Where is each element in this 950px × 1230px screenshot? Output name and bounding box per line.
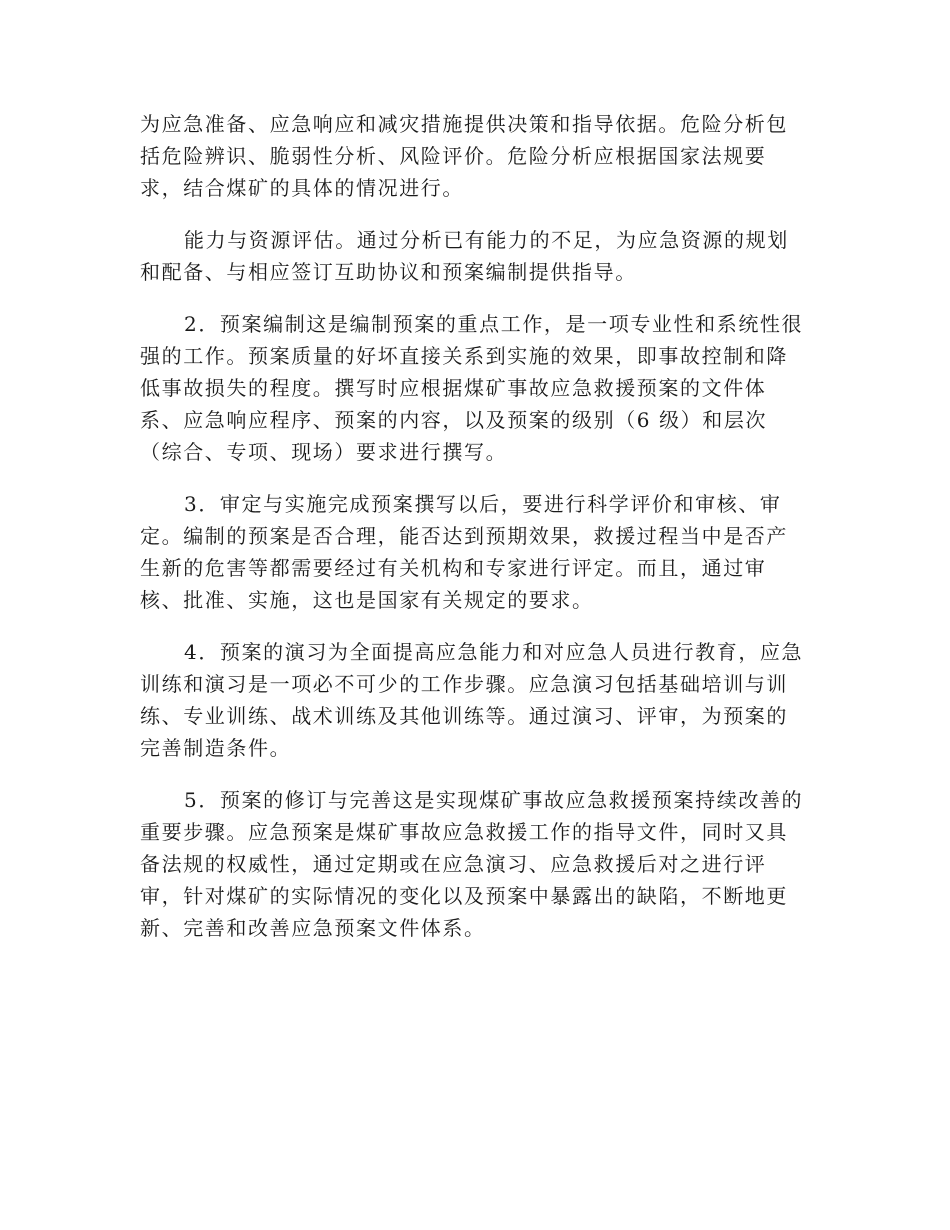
paragraph-revision xyxy=(140,784,808,944)
text-line: 定。编制的预案是否合理，能否达到预期效果，救援过程当中是否产 xyxy=(140,524,788,548)
text-line: 新、完善和改善应急预案文件体系。 xyxy=(140,916,486,940)
paragraph-drills xyxy=(140,636,808,764)
text-line: 4．预案的演习为全面提高应急能力和对应急人员进行教育，应急 xyxy=(184,640,804,664)
text-line: 生新的危害等都需要经过有关机构和专家进行评定。而且，通过审 xyxy=(140,556,767,580)
text-line: 训练和演习是一项必不可少的工作步骤。应急演习包括基础培训与训 xyxy=(140,672,788,696)
text-line: 括危险辨识、脆弱性分析、风险评价。危险分析应根据国家法规要 xyxy=(140,144,767,168)
text-line: 低事故损失的程度。撰写时应根据煤矿事故应急救援预案的文件体 xyxy=(140,376,767,400)
paragraph-capability-assessment xyxy=(140,224,808,288)
document-body xyxy=(140,108,808,964)
text-line: 2．预案编制这是编制预案的重点工作，是一项专业性和系统性很 xyxy=(184,312,804,336)
text-line: 能力与资源评估。通过分析已有能力的不足，为应急资源的规划 xyxy=(184,228,789,252)
paragraph-review-implementation xyxy=(140,488,808,616)
text-line: 核、批准、实施，这也是国家有关规定的要求。 xyxy=(140,588,594,612)
text-line: 5．预案的修订与完善这是实现煤矿事故应急救援预案持续改善的 xyxy=(184,788,804,812)
paragraph-risk-analysis xyxy=(140,108,808,204)
text-line: （综合、专项、现场）要求进行撰写。 xyxy=(140,440,508,464)
text-line: 审，针对煤矿的实际情况的变化以及预案中暴露出的缺陷，不断地更 xyxy=(140,884,788,908)
text-line: 求，结合煤矿的具体的情况进行。 xyxy=(140,176,464,200)
paragraph-plan-drafting xyxy=(140,308,808,468)
text-line: 备法规的权威性，通过定期或在应急演习、应急救援后对之进行评 xyxy=(140,852,767,876)
text-line: 为应急准备、应急响应和减灾措施提供决策和指导依据。危险分析包 xyxy=(140,112,788,136)
text-line: 和配备、与相应签订互助协议和预案编制提供指导。 xyxy=(140,260,637,284)
text-line: 强的工作。预案质量的好坏直接关系到实施的效果，即事故控制和降 xyxy=(140,344,788,368)
text-line: 重要步骤。应急预案是煤矿事故应急救援工作的指导文件，同时又具 xyxy=(140,820,788,844)
text-line: 3．审定与实施完成预案撰写以后，要进行科学评价和审核、审 xyxy=(184,492,782,516)
text-line: 练、专业训练、战术训练及其他训练等。通过演习、评审，为预案的 xyxy=(140,704,788,728)
text-line: 系、应急响应程序、预案的内容，以及预案的级别（6 级）和层次 xyxy=(140,408,768,432)
text-line: 完善制造条件。 xyxy=(140,736,292,760)
